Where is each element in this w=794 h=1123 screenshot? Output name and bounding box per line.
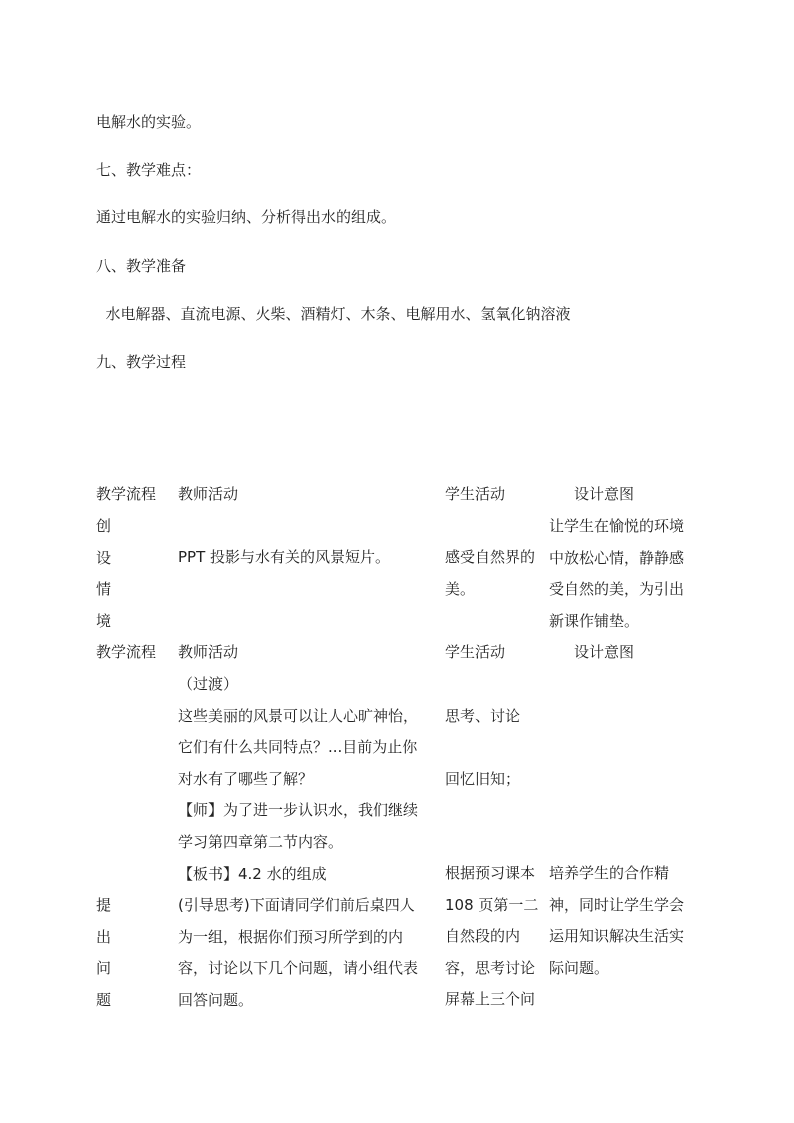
materials-list: 水电解器、直流电源、火柴、酒精灯、木条、电解用水、氢氧化钠溶液 (96, 305, 571, 323)
table1-header-design (549, 479, 699, 511)
table1-teacher-activity: PPT 投影与水有关的风景短片。 (178, 548, 391, 566)
student-line: 容，思考讨论 (445, 958, 536, 977)
teacher-line: 学习第四章第二节内容。 (178, 832, 344, 851)
stage-char: 设 (96, 548, 112, 567)
table1-header-student: 学生活动 (445, 485, 506, 503)
table2-header-flow: 教学流程 (96, 643, 157, 661)
teacher-line: 对水有了哪些了解？ (178, 769, 314, 788)
design-line: 运用知识解决生活实 (549, 927, 685, 946)
table2-stage (96, 890, 168, 1016)
stage-char: 题 (96, 990, 112, 1009)
design-line: 新课作铺垫。 (549, 611, 640, 630)
teacher-line: 容，讨论以下几个问题，请小组代表 (178, 959, 419, 978)
teacher-line: 【师】为了进一步认识水，我们继续 (178, 801, 419, 820)
intro-line-3: 通过电解水的实验归纳、分析得出水的组成。 (96, 208, 397, 226)
teacher-line: 回答问题。 (178, 990, 254, 1009)
design-line: 际问题。 (549, 958, 610, 977)
student-line: 108 页第一二 (445, 895, 539, 914)
intro-line-1: 电解水的实验。 (96, 113, 202, 131)
teacher-line: 这些美丽的风景可以让人心旷神怡， (178, 706, 419, 725)
table2-student-recall: 回忆旧知； (445, 770, 521, 788)
student-line: 美。 (445, 579, 476, 598)
teacher-line: (引导思考)下面请同学们前后桌四人 (178, 896, 415, 915)
section-nine-heading: 九、教学过程 (96, 353, 187, 371)
student-line: 根据预习课本 (445, 864, 536, 882)
table1-header-flow: 教学流程 (96, 485, 157, 503)
table2-header-teacher: 教师活动 (178, 643, 239, 661)
student-line: 屏幕上三个问 (445, 990, 536, 1009)
table2-header-design (549, 637, 699, 669)
design-line: 培养学生的合作精 (549, 864, 670, 882)
teacher-line: 它们有什么共同特点？...目前为止你 (178, 738, 418, 757)
teacher-line: 为一组，根据你们预习所学到的内 (178, 927, 404, 946)
table2-teacher-activity (178, 669, 440, 1017)
stage-char: 出 (96, 927, 112, 946)
table2-design-intent (549, 858, 699, 984)
stage-char: 境 (96, 611, 112, 630)
table2-student-preview (445, 858, 545, 1016)
section-eight-heading: 八、教学准备 (96, 257, 187, 275)
table2-student-think: 思考、讨论 (445, 707, 521, 725)
student-line: 自然段的内 (445, 927, 521, 946)
table1-student-activity (445, 542, 545, 605)
design-line: 让学生在愉悦的环境 (549, 517, 685, 535)
student-line: 感受自然界的 (445, 548, 536, 566)
stage-char: 创 (96, 517, 112, 535)
design-line: 神，同时让学生学会 (549, 895, 685, 914)
design-line: 中放松心情，静静感 (549, 548, 685, 567)
table1-stage (96, 511, 168, 637)
table1-design-intent (549, 511, 699, 637)
table1-header-design-label: 设计意图 (574, 485, 635, 503)
table2-header-design-label: 设计意图 (574, 643, 635, 661)
stage-char: 问 (96, 959, 112, 978)
teacher-line: （过渡） (178, 675, 239, 693)
table2-header-student: 学生活动 (445, 643, 506, 661)
stage-char: 提 (96, 896, 112, 914)
teacher-line: 【板书】4.2 水的组成 (178, 864, 327, 883)
section-seven-heading: 七、教学难点： (96, 161, 202, 179)
design-line: 受自然的美，为引出 (549, 580, 685, 599)
table1-header-teacher: 教师活动 (178, 485, 239, 503)
stage-char: 情 (96, 580, 112, 599)
